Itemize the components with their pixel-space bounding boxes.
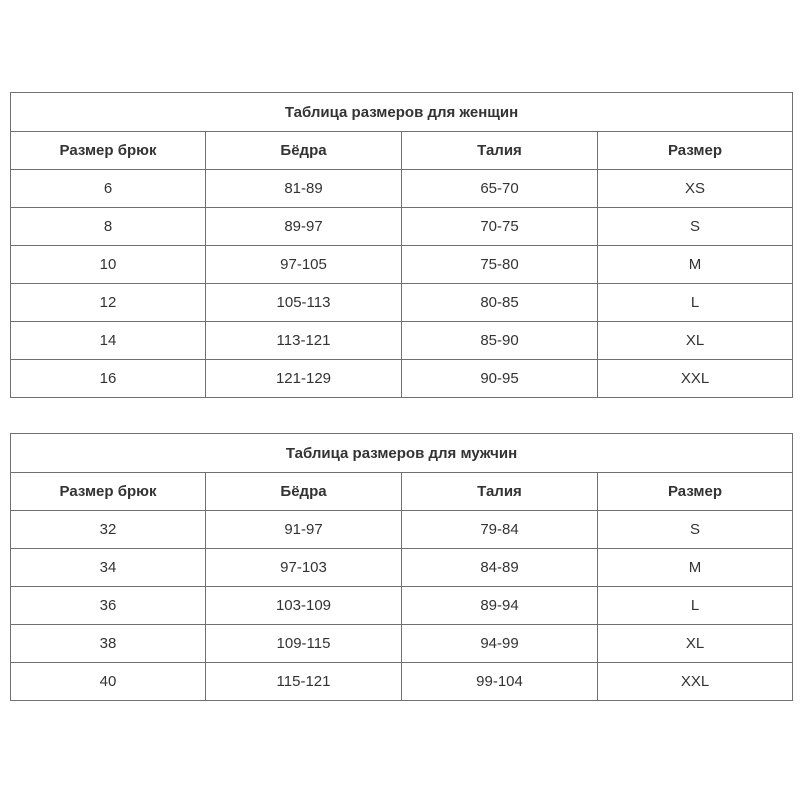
header-hips: Бёдра: [206, 473, 402, 511]
table-row: [11, 284, 793, 322]
header-pants-size: Размер брюк: [11, 473, 206, 511]
cell-pants-size: 38: [11, 625, 206, 663]
cell-hips: 97-103: [206, 549, 402, 587]
table-row: [11, 549, 793, 587]
table-row: [11, 170, 793, 208]
cell-waist: 70-75: [402, 208, 598, 246]
table-row: [11, 625, 793, 663]
cell-hips: 105-113: [206, 284, 402, 322]
cell-hips: 81-89: [206, 170, 402, 208]
table-row: [11, 360, 793, 398]
cell-size: XS: [598, 170, 793, 208]
cell-hips: 97-105: [206, 246, 402, 284]
cell-pants-size: 14: [11, 322, 206, 360]
header-pants-size: Размер брюк: [11, 132, 206, 170]
table-row: [11, 246, 793, 284]
cell-pants-size: 12: [11, 284, 206, 322]
cell-waist: 80-85: [402, 284, 598, 322]
header-waist: Талия: [402, 473, 598, 511]
header-size: Размер: [598, 473, 793, 511]
cell-waist: 99-104: [402, 663, 598, 701]
cell-size: S: [598, 208, 793, 246]
cell-pants-size: 36: [11, 587, 206, 625]
cell-waist: 89-94: [402, 587, 598, 625]
table-row: [11, 322, 793, 360]
cell-waist: 85-90: [402, 322, 598, 360]
header-hips: Бёдра: [206, 132, 402, 170]
header-waist: Талия: [402, 132, 598, 170]
cell-size: L: [598, 284, 793, 322]
women-table-title: Таблица размеров для женщин: [11, 93, 793, 132]
cell-waist: 79-84: [402, 511, 598, 549]
cell-size: XXL: [598, 360, 793, 398]
cell-pants-size: 32: [11, 511, 206, 549]
cell-size: L: [598, 587, 793, 625]
cell-hips: 103-109: [206, 587, 402, 625]
cell-hips: 91-97: [206, 511, 402, 549]
men-size-table: [10, 433, 793, 701]
cell-hips: 89-97: [206, 208, 402, 246]
table-row: [11, 511, 793, 549]
table-row: [11, 663, 793, 701]
cell-pants-size: 40: [11, 663, 206, 701]
cell-size: XL: [598, 625, 793, 663]
cell-size: XL: [598, 322, 793, 360]
cell-size: S: [598, 511, 793, 549]
cell-hips: 115-121: [206, 663, 402, 701]
cell-waist: 65-70: [402, 170, 598, 208]
table-header-row: [11, 473, 793, 511]
cell-size: XXL: [598, 663, 793, 701]
header-size: Размер: [598, 132, 793, 170]
table-row: [11, 208, 793, 246]
cell-waist: 75-80: [402, 246, 598, 284]
cell-waist: 90-95: [402, 360, 598, 398]
table-title-row: [11, 434, 793, 473]
cell-pants-size: 8: [11, 208, 206, 246]
table-row: [11, 587, 793, 625]
cell-size: M: [598, 549, 793, 587]
cell-waist: 94-99: [402, 625, 598, 663]
cell-pants-size: 16: [11, 360, 206, 398]
cell-waist: 84-89: [402, 549, 598, 587]
cell-pants-size: 6: [11, 170, 206, 208]
cell-pants-size: 34: [11, 549, 206, 587]
cell-pants-size: 10: [11, 246, 206, 284]
cell-hips: 109-115: [206, 625, 402, 663]
table-title-row: [11, 93, 793, 132]
women-size-table: [10, 92, 793, 398]
cell-size: M: [598, 246, 793, 284]
cell-hips: 121-129: [206, 360, 402, 398]
cell-hips: 113-121: [206, 322, 402, 360]
table-header-row: [11, 132, 793, 170]
men-table-title: Таблица размеров для мужчин: [11, 434, 793, 473]
